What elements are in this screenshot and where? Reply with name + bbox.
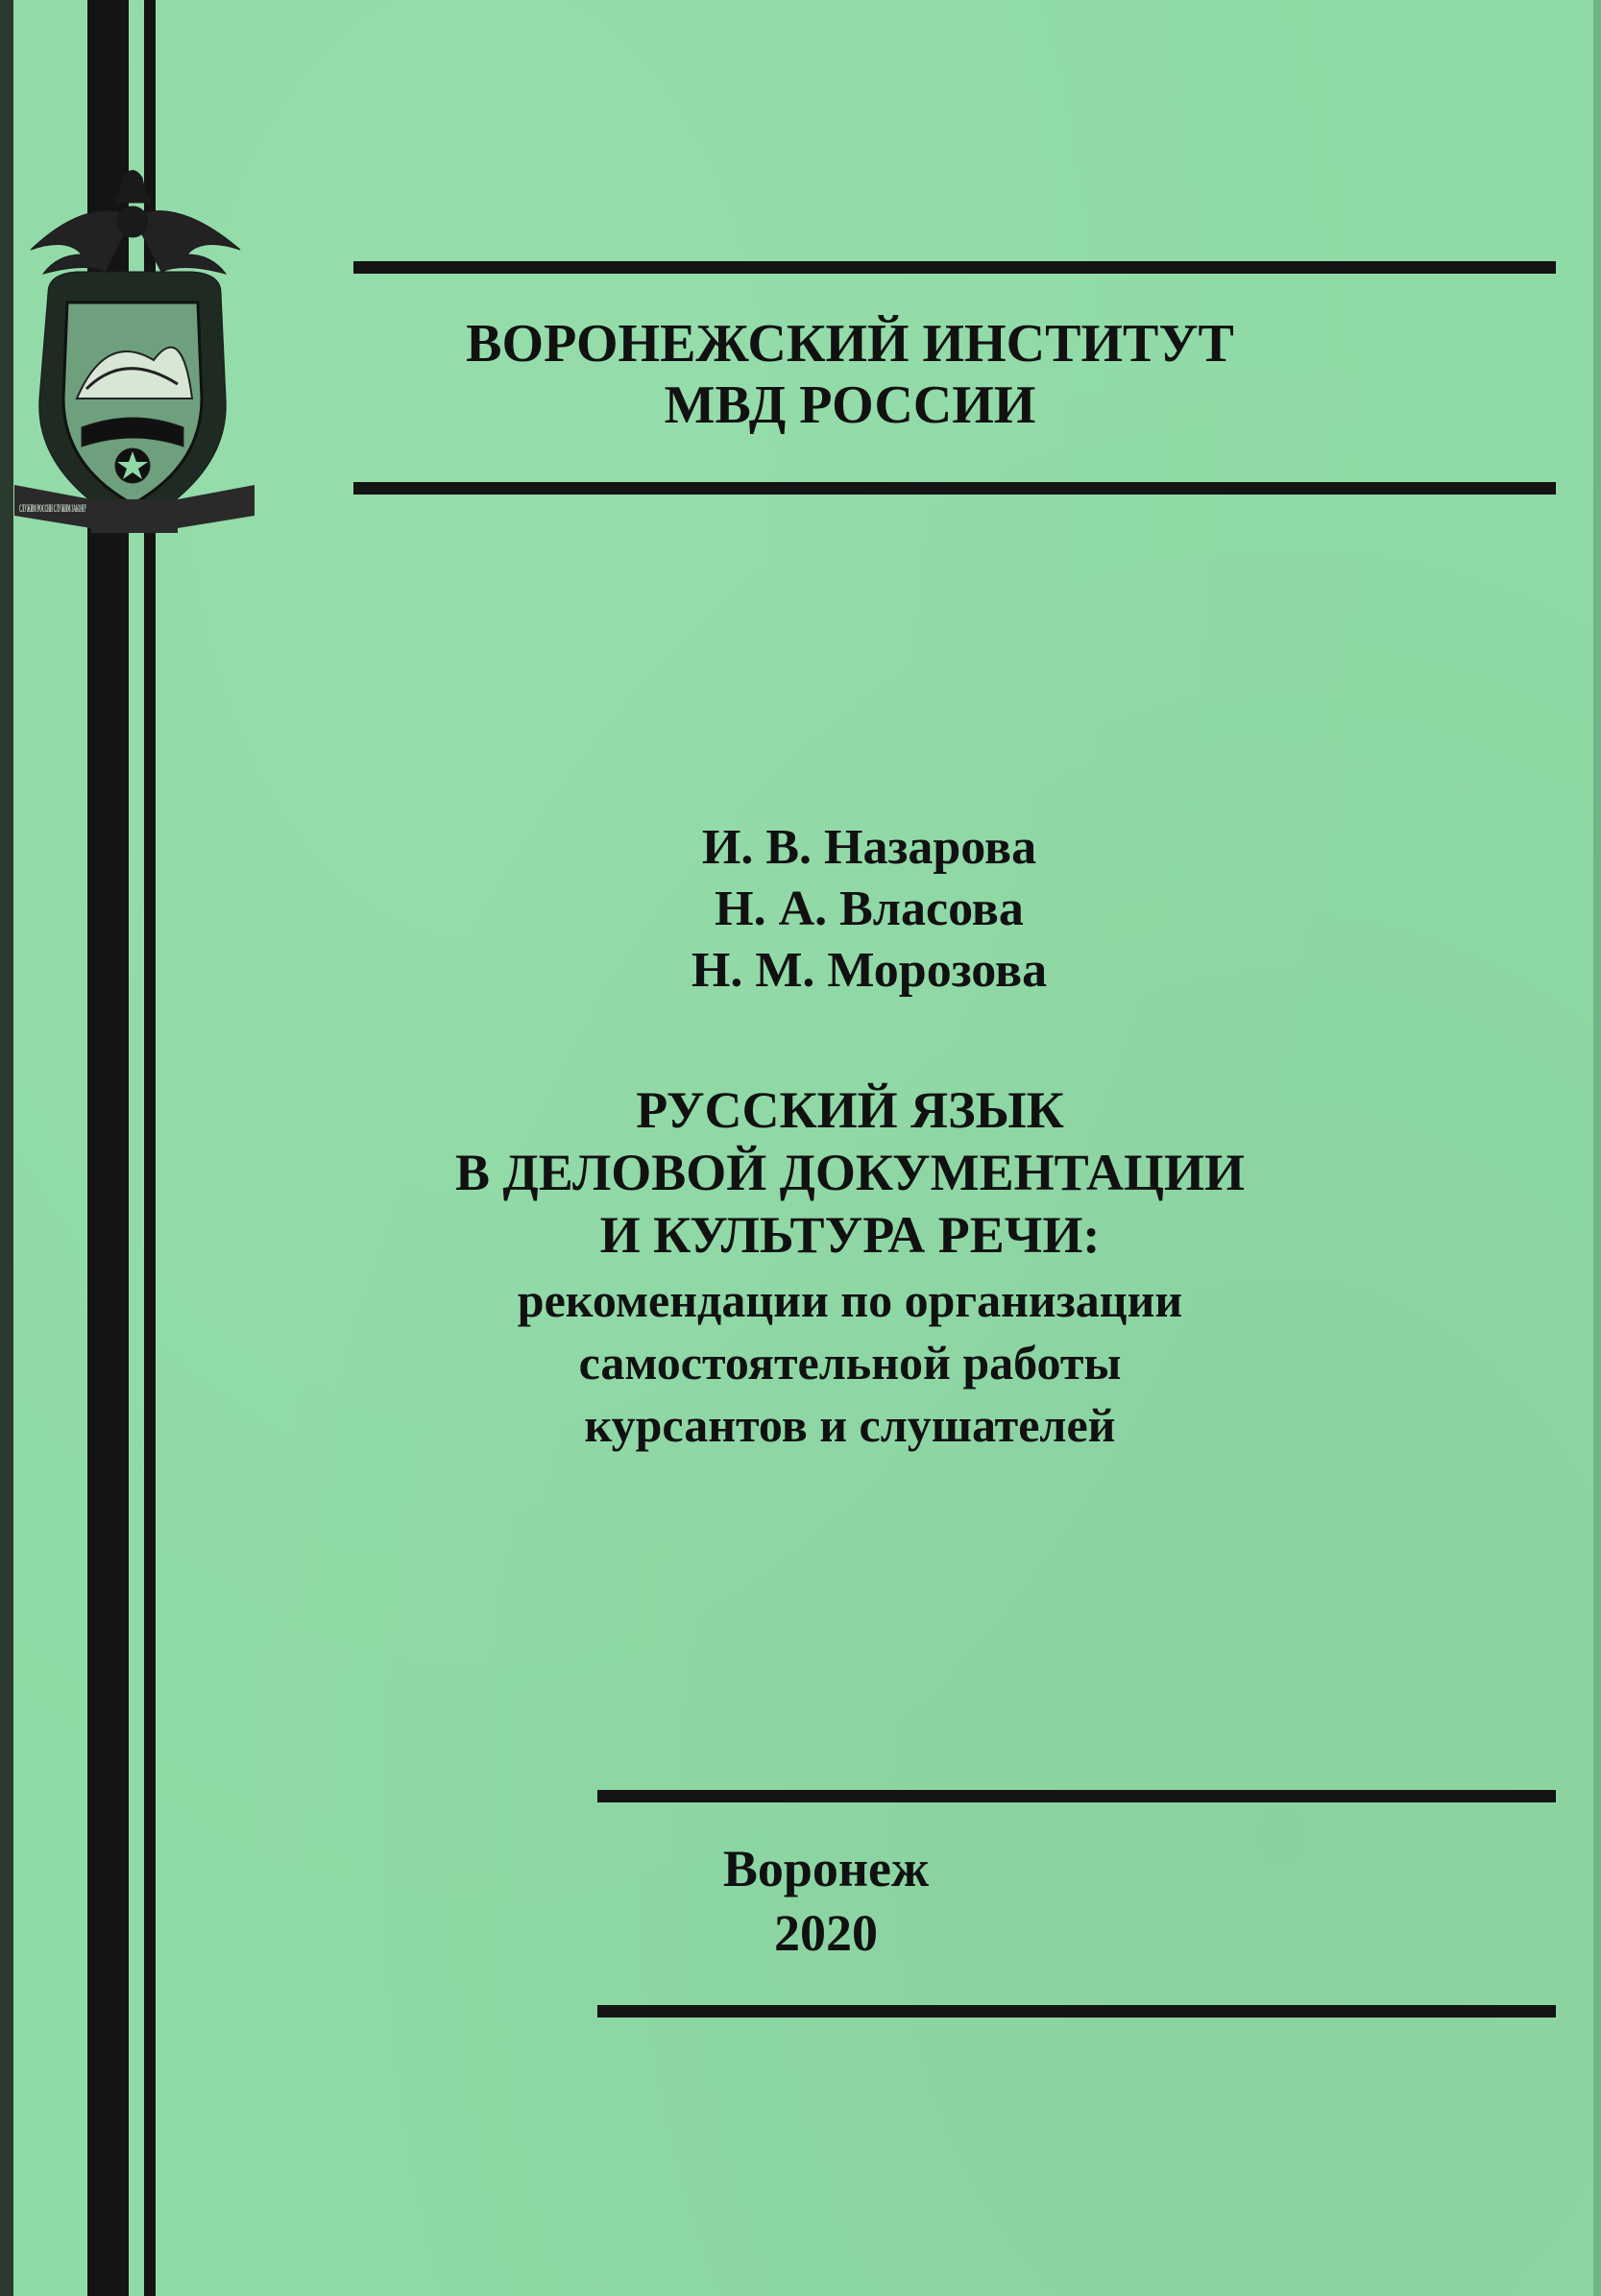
bottom-rule-lower — [597, 2005, 1556, 2018]
title-line-1: РУССКИЙ ЯЗЫК — [636, 1081, 1064, 1139]
imprint-year: 2020 — [774, 1904, 878, 1962]
subtitle-line-2: самостоятельной работы — [578, 1336, 1122, 1390]
institution-line1: ВОРОНЕЖСКИЙ ИНСТИТУТ — [466, 314, 1234, 374]
top-rule-upper — [353, 261, 1556, 274]
author-3: Н. М. Морозова — [691, 943, 1048, 998]
title-line-3: И КУЛЬТУРА РЕЧИ: — [599, 1206, 1101, 1264]
title-line-2: В ДЕЛОВОЙ ДОКУМЕНТАЦИИ — [455, 1144, 1245, 1201]
author-1: И. В. Назарова — [701, 820, 1037, 875]
author-2: Н. А. Власова — [715, 882, 1024, 936]
institution-line2: МВД РОССИИ — [664, 375, 1036, 435]
subtitle-line-1: рекомендации по организации — [517, 1273, 1183, 1327]
emblem-ribbon-text: СЛУЖИМ РОССИИ СЛУЖИМ ЗАКОНУ — [19, 501, 87, 515]
cover-right-edge — [1593, 0, 1601, 2296]
top-rule-lower — [353, 482, 1556, 495]
bottom-rule-upper — [597, 1790, 1556, 1802]
subtitle-line-3: курсантов и слушателей — [584, 1398, 1116, 1452]
imprint-city: Воронеж — [722, 1840, 930, 1897]
